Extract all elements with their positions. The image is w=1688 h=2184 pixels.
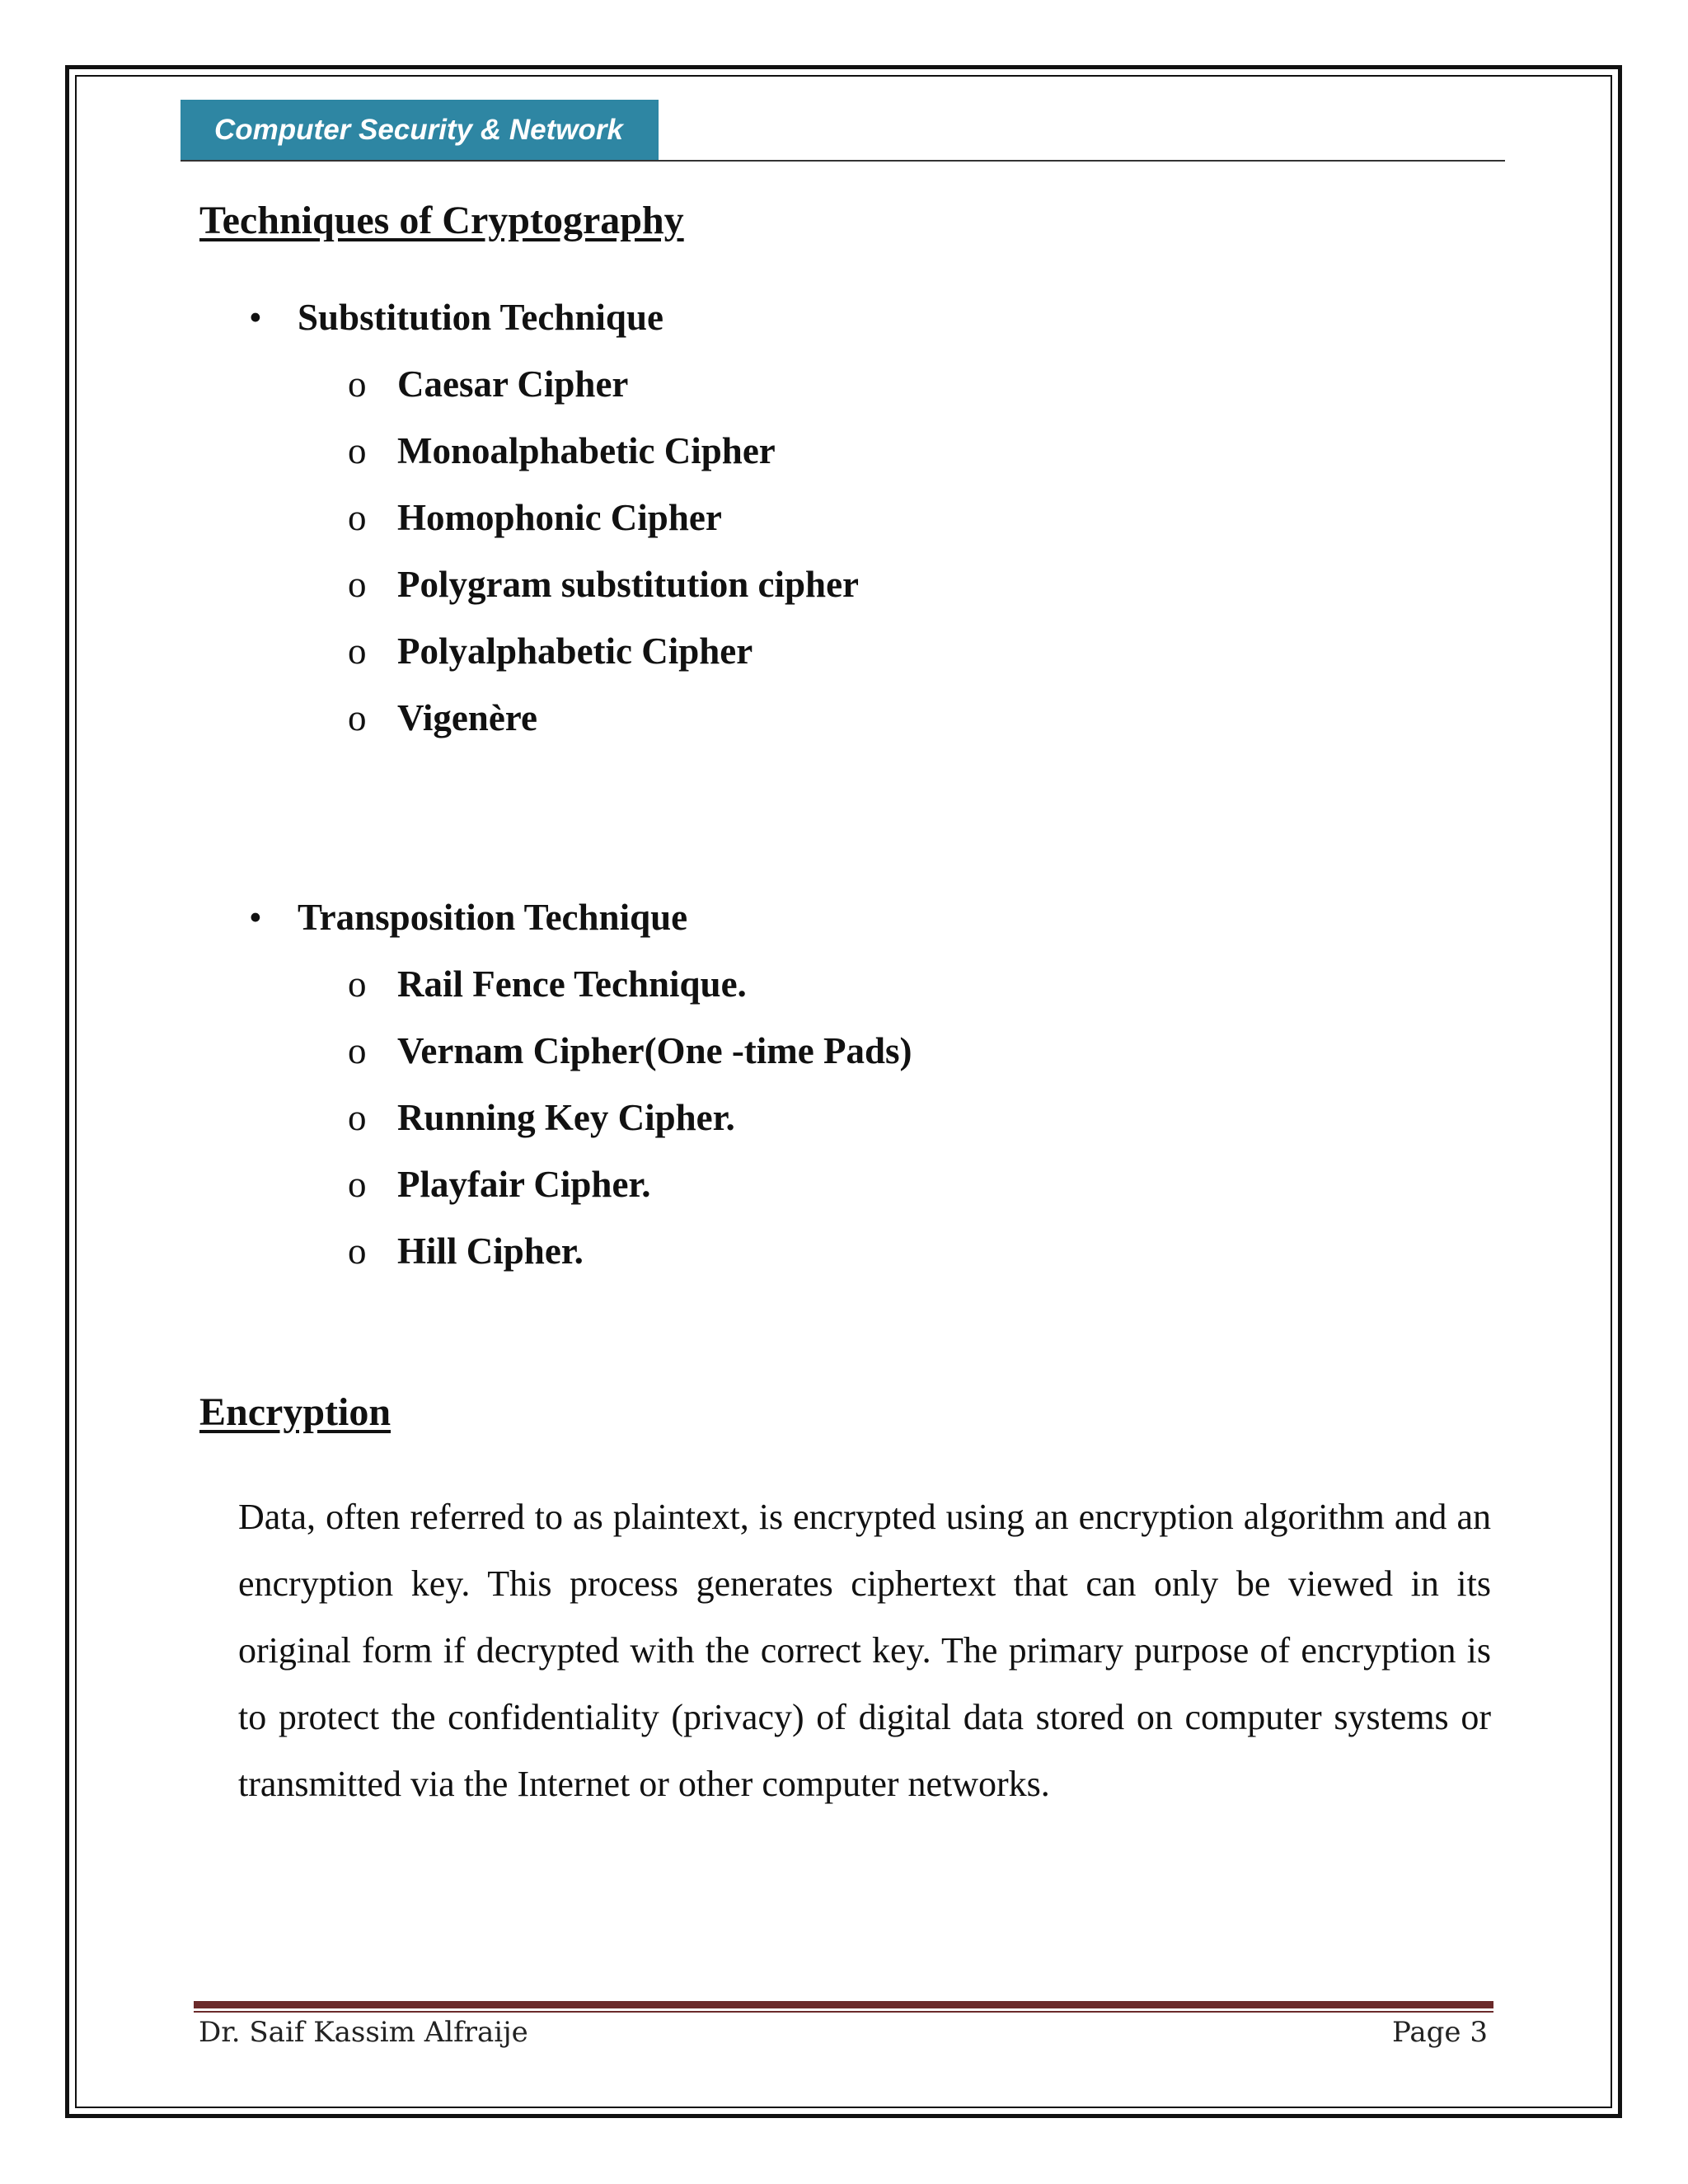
sub-list-item-label: Monoalphabetic Cipher xyxy=(397,430,776,471)
sub-list-item xyxy=(348,563,860,606)
sub-list-item xyxy=(348,429,776,472)
sub-bullet-marker: o xyxy=(348,363,367,405)
footer-rule xyxy=(194,2001,1493,2008)
sub-bullet-marker: o xyxy=(348,697,367,738)
sub-list-item-label: Vernam Cipher(One -time Pads) xyxy=(397,1030,912,1071)
sub-list-item xyxy=(348,363,629,405)
sub-list-item-label: Hill Cipher. xyxy=(397,1230,584,1272)
sub-bullet-marker: o xyxy=(348,564,367,605)
header-tab: Computer Security & Network xyxy=(181,100,659,161)
sub-list-item xyxy=(348,1230,584,1272)
sub-list-item xyxy=(348,630,753,673)
list-item-label: Transposition Technique xyxy=(298,897,688,938)
sub-list-item xyxy=(348,496,722,539)
sub-list-item xyxy=(348,1163,651,1206)
list-item-substitution xyxy=(249,296,663,339)
sub-bullet-marker: o xyxy=(348,1230,367,1272)
sub-list-item-label: Polygram substitution cipher xyxy=(397,564,860,605)
sub-bullet-marker: o xyxy=(348,1097,367,1138)
sub-list-item xyxy=(348,1029,912,1072)
list-item-transposition xyxy=(249,896,688,939)
encryption-paragraph: Data, often referred to as plaintext, is encrypted using an encryption algorithm and an encryption key. This process generates ciphertext that can only be viewed in its original form if decrypted with the correct key. The primary purpose of encryption is to protect the confidentiality (privacy) of digital data stored on computer systems or transmitted via the Internet or other computer networks. xyxy=(238,1497,1491,1804)
list-item-label: Substitution Technique xyxy=(298,297,663,338)
sub-bullet-marker: o xyxy=(348,630,367,672)
footer-page-number: Page 3 xyxy=(1392,2016,1488,2049)
sub-list-item-label: Vigenère xyxy=(397,697,537,738)
sub-list-item-label: Polyalphabetic Cipher xyxy=(397,630,753,672)
section-title-encryption: Encryption xyxy=(199,1390,392,1434)
sub-bullet-marker: o xyxy=(348,1030,367,1071)
header-rule xyxy=(181,160,1505,162)
sub-bullet-marker: o xyxy=(348,963,367,1005)
sub-bullet-marker: o xyxy=(348,430,367,471)
sub-list-item-label: Running Key Cipher. xyxy=(397,1097,735,1138)
sub-list-item-label: Homophonic Cipher xyxy=(397,497,722,538)
sub-list-item xyxy=(348,963,747,1005)
footer-author: Dr. Saif Kassim Alfraije xyxy=(199,2016,528,2049)
bullet-marker: • xyxy=(249,897,262,938)
sub-list-item-label: Rail Fence Technique. xyxy=(397,963,747,1005)
sub-list-item-label: Caesar Cipher xyxy=(397,363,629,405)
sub-bullet-marker: o xyxy=(348,497,367,538)
sub-list-item xyxy=(348,1096,735,1139)
section-title-techniques: Techniques of Cryptography xyxy=(199,199,684,242)
bullet-marker: • xyxy=(249,297,262,338)
sub-list-item-label: Playfair Cipher. xyxy=(397,1164,651,1205)
sub-list-item xyxy=(348,696,537,739)
footer-rule-thin xyxy=(194,2011,1493,2013)
sub-bullet-marker: o xyxy=(348,1164,367,1205)
